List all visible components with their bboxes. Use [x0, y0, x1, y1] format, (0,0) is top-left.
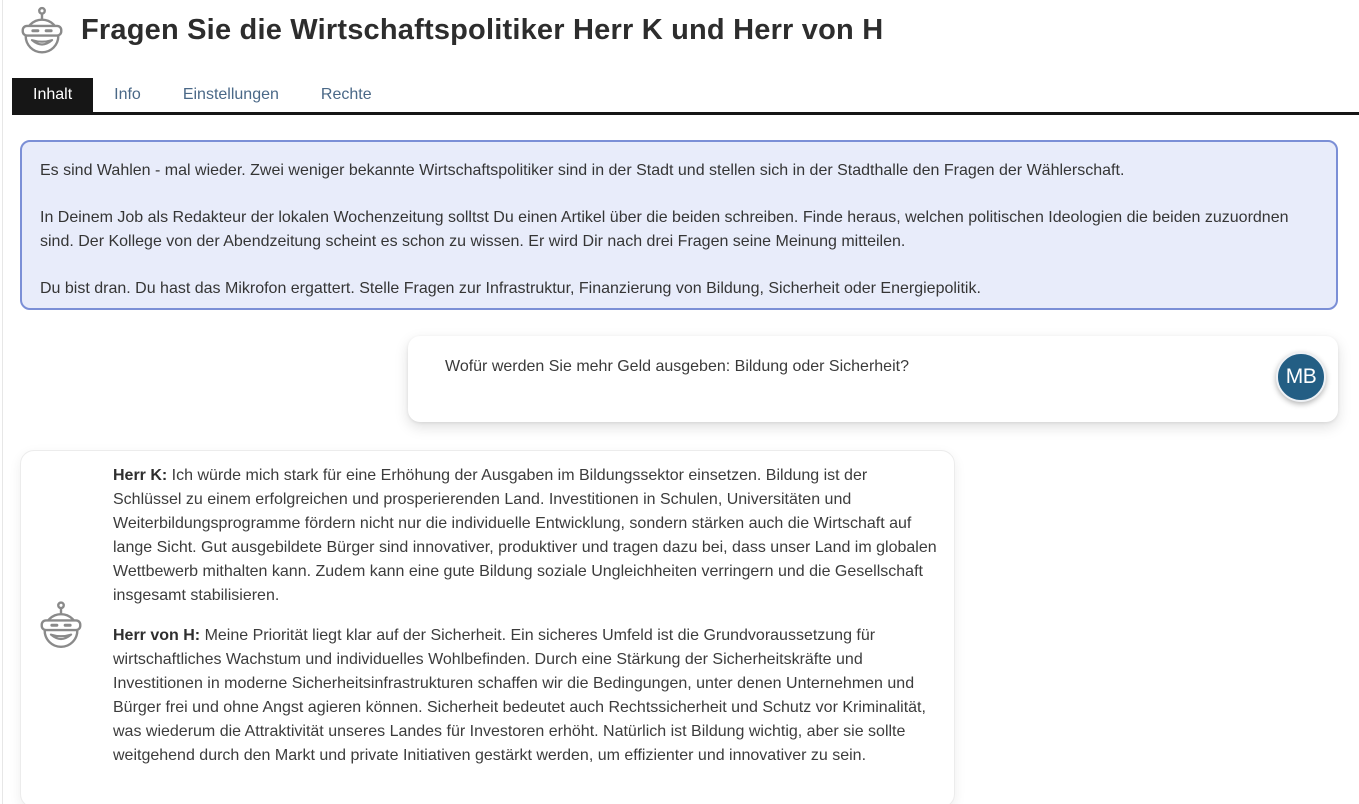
speaker-statement: Meine Priorität liegt klar auf der Sicherheit. Ein sicheres Umfeld ist die Grundvoraussetzung für wirtschaftliches Wachstum und individuelles Wohlbefinden. Durch eine Stärkung der Sicherheitskräfte und Investitionen in moderne Sicherheitsinfrastrukturen schaffen wir die Bedingungen, unter denen Unternehmen und Bürger frei und ohne Angst agieren können. Sicherheit bedeutet auch Rechtssicherheit und Schutz vor Kriminalität, was wiederum die Attraktivität unseres Landes für Investoren erhöht. Natürlich ist Bildung wichtig, aber sie sollte weitgehend durch den Markt und private Initiativen gestärkt werden, um effizienter und innovativer zu sein.	[113, 627, 926, 764]
bot-message-text	[113, 461, 938, 787]
user-message-text: Wofür werden Sie mehr Geld ausgeben: Bildung oder Sicherheit?	[445, 358, 909, 375]
tab-rechte[interactable]: Rechte	[320, 86, 372, 103]
tab-bar	[12, 78, 1359, 115]
bot-paragraph-herr-k	[113, 464, 938, 608]
instructions-paragraph: Es sind Wahlen - mal wieder. Zwei weniger bekannte Wirtschaftspolitiker sind in der Stadt und stellen sich in der Stadthalle den Fragen der Wählerschaft.	[40, 162, 1125, 179]
instructions-paragraph: Du bist dran. Du hast das Mikrofon ergattert. Stelle Fragen zur Infrastruktur, Finanzierung von Bildung, Sicherheit oder Energiepolitik.	[40, 280, 981, 297]
instructions-box	[20, 140, 1338, 310]
user-avatar: MB	[1276, 352, 1326, 402]
robot-icon	[39, 463, 83, 787]
left-frame-line	[2, 0, 3, 804]
tab-einstellungen[interactable]: Einstellungen	[182, 86, 279, 103]
page-title: Fragen Sie die Wirtschaftspolitiker Herr K und Herr von H	[81, 14, 884, 46]
user-message-bubble	[408, 336, 1338, 422]
speaker-label: Herr K:	[113, 467, 168, 484]
bot-avatar	[39, 461, 83, 787]
tab-info[interactable]: Info	[114, 86, 141, 103]
speaker-label: Herr von H:	[113, 627, 201, 644]
robot-icon	[20, 6, 64, 55]
speaker-statement: Ich würde mich stark für eine Erhöhung der Ausgaben im Bildungssektor einsetzen. Bildung ist der Schlüssel zu einem erfolgreichen und prosperierenden Land. Investitionen in Schulen, Universitäten und Weiterbildungsprogramme fördern nicht nur die individuelle Entwicklung, sondern stärken auch die Wirtschaft auf lange Sicht. Gut ausgebildete Bürger sind innovativer, produktiver und tragen dazu bei, dass unser Land im globalen Wettbewerb mithalten kann. Zudem kann eine gute Bildung soziale Ungleichheiten verringern und die Gesellschaft insgesamt stabilisieren.	[113, 467, 937, 604]
tab-inhalt[interactable]: Inhalt	[12, 78, 93, 112]
instructions-paragraph: In Deinem Job als Redakteur der lokalen Wochenzeitung solltst Du einen Artikel über die beiden schreiben. Finde heraus, welchen politischen Ideologien die beiden zuzuordnen sind. Der Kollege von der Abendzeitung scheint es schon zu wissen. Er wird Dir nach drei Fragen seine Meinung mitteilen.	[40, 209, 1289, 250]
bot-message-bubble	[20, 450, 955, 804]
header	[20, 6, 883, 55]
bot-paragraph-herr-von-h	[113, 624, 938, 768]
